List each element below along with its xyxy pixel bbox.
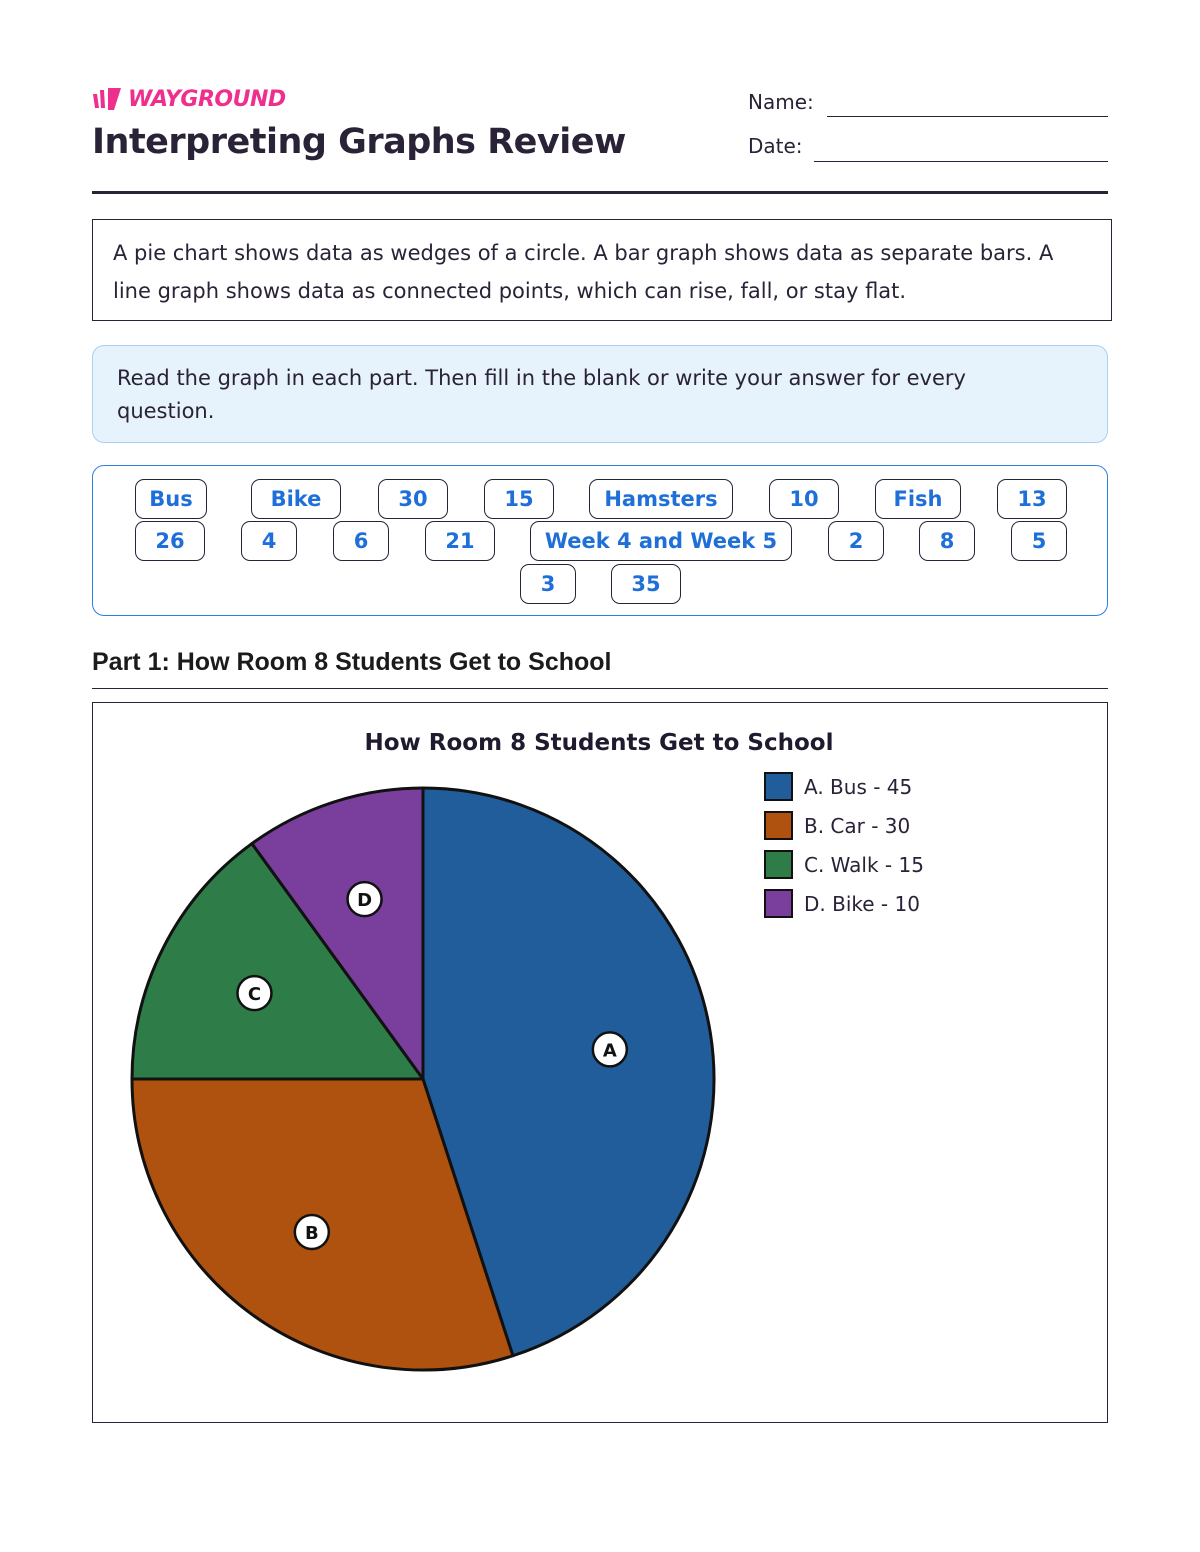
word-bank-chip[interactable]: 6 <box>333 521 389 561</box>
word-bank-chip[interactable]: 13 <box>997 479 1067 519</box>
word-bank-chip[interactable]: 21 <box>425 521 495 561</box>
instructions-box <box>92 345 1108 443</box>
slice-marker-letter: A <box>602 1040 617 1062</box>
slice-marker-d <box>348 882 382 916</box>
word-bank-chip[interactable]: 10 <box>769 479 839 519</box>
brand-name: WAYGROUND <box>128 86 286 112</box>
slice-marker-c <box>237 976 271 1010</box>
header-divider <box>92 191 1108 194</box>
legend-swatch-c <box>765 851 792 878</box>
name-label: Name: <box>748 90 814 114</box>
word-bank-chip[interactable]: 8 <box>919 521 975 561</box>
word-bank-chip[interactable]: 26 <box>135 521 205 561</box>
legend-label-a: A. Bus - 45 <box>804 775 913 799</box>
legend-swatch-b <box>765 812 792 839</box>
word-bank <box>92 465 1108 616</box>
name-field[interactable] <box>827 116 1108 117</box>
slice-marker-b <box>295 1215 329 1249</box>
part-1-heading: Part 1: How Room 8 Students Get to School <box>92 648 612 676</box>
page-title: Interpreting Graphs Review <box>92 122 626 162</box>
intro-box <box>92 219 1112 321</box>
date-field[interactable] <box>814 161 1108 162</box>
word-bank-chip[interactable]: 5 <box>1011 521 1067 561</box>
slice-marker-letter: D <box>357 890 373 912</box>
legend-swatch-a <box>765 773 792 800</box>
word-bank-chip[interactable]: Bus <box>135 479 207 519</box>
part-1-divider <box>92 688 1108 689</box>
legend-label-d: D. Bike - 10 <box>804 892 920 916</box>
word-bank-chip[interactable]: Fish <box>875 479 961 519</box>
slice-marker-letter: C <box>247 984 262 1006</box>
word-bank-chip[interactable]: 2 <box>828 521 884 561</box>
word-bank-chip[interactable]: Hamsters <box>589 479 733 519</box>
word-bank-chip[interactable]: Week 4 and Week 5 <box>530 521 792 561</box>
word-bank-chip[interactable]: 35 <box>611 564 681 604</box>
pie-chart-panel <box>92 702 1108 1423</box>
word-bank-chip[interactable]: 4 <box>241 521 297 561</box>
word-bank-chip[interactable]: 30 <box>378 479 448 519</box>
instructions-text: Read the graph in each part. Then fill in the blank or write your answer for every question. <box>117 366 966 423</box>
legend-swatch-d <box>765 890 792 917</box>
word-bank-chip[interactable]: Bike <box>251 479 341 519</box>
legend-label-c: C. Walk - 15 <box>804 853 924 877</box>
intro-text: A pie chart shows data as wedges of a circle. A bar graph shows data as separate bars. A line graph shows data as connected points, which can rise, fall, or stay flat. <box>113 241 1054 303</box>
chart-title: How Room 8 Students Get to School <box>364 730 834 756</box>
wayground-logo-icon <box>92 86 122 112</box>
date-label: Date: <box>748 134 803 158</box>
brand-logo <box>92 86 286 112</box>
slice-marker-a <box>593 1032 627 1066</box>
slice-marker-letter: B <box>304 1223 319 1245</box>
word-bank-chip[interactable]: 15 <box>484 479 554 519</box>
pie-chart <box>93 703 1106 1421</box>
legend-label-b: B. Car - 30 <box>804 814 911 838</box>
word-bank-chip[interactable]: 3 <box>520 564 576 604</box>
